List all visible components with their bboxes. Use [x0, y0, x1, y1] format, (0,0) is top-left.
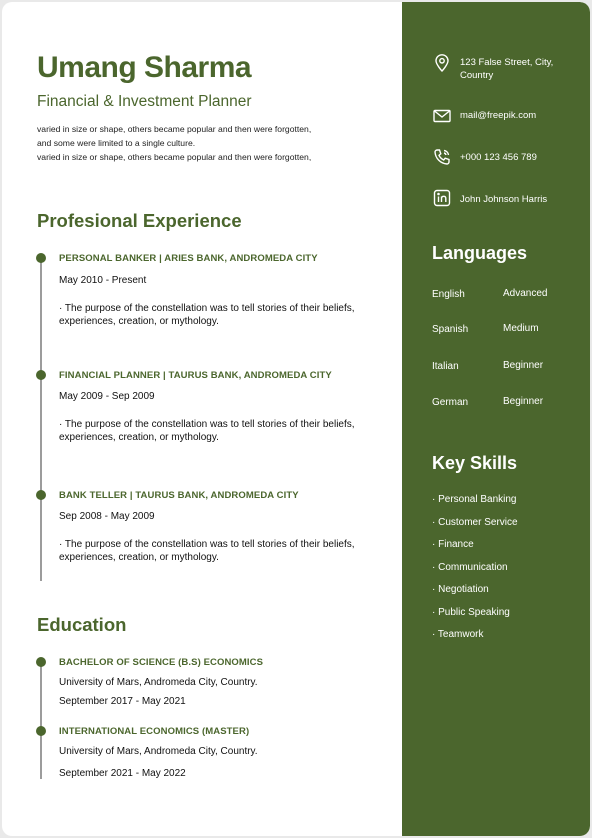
skill-item: · Personal Banking — [432, 494, 517, 505]
experience-title: BANK TELLER | TAURUS BANK, ANDROMEDA CITY — [59, 490, 299, 501]
education-dates: September 2017 - May 2021 — [59, 696, 186, 707]
summary-line: varied in size or shape, others became popular and then were forgotten, — [37, 152, 312, 162]
profile-summary — [37, 122, 357, 164]
education-title: BACHELOR OF SCIENCE (B.S) ECONOMICS — [59, 657, 264, 668]
timeline-dot — [36, 490, 46, 500]
language-name: German — [432, 397, 469, 408]
phone-icon — [432, 147, 452, 167]
experience-title: PERSONAL BANKER | ARIES BANK, ANDROMEDA CITY — [59, 253, 318, 264]
phone-text[interactable]: +000 123 456 789 — [460, 152, 537, 163]
experience-description: · The purpose of the constellation was to tell stories of their beliefs, experiences, creation, or mythology. — [59, 419, 355, 443]
timeline-dot — [36, 253, 46, 263]
education-school: University of Mars, Andromeda City, Country. — [59, 677, 258, 688]
education-heading: Education — [37, 614, 127, 635]
languages-heading: Languages — [432, 243, 528, 263]
summary-line: varied in size or shape, others became popular and then were forgotten, — [37, 124, 312, 134]
skill-item: · Communication — [432, 562, 508, 573]
education-timeline — [40, 662, 42, 779]
language-name: Spanish — [432, 324, 469, 335]
experience-dates: May 2009 - Sep 2009 — [59, 391, 155, 402]
summary-line: and some were limited to a single culture. — [37, 138, 196, 148]
language-name: Italian — [432, 361, 459, 372]
timeline-dot — [36, 657, 46, 667]
linkedin-text[interactable]: John Johnson Harris — [460, 194, 548, 205]
skill-item: · Public Speaking — [432, 607, 510, 618]
address-text: 123 False Street, City, Country — [460, 57, 554, 81]
timeline-dot — [36, 726, 46, 736]
resume-page — [2, 2, 590, 836]
experience-description: · The purpose of the constellation was to tell stories of their beliefs, experiences, creation, or mythology. — [59, 539, 355, 563]
experience-dates: Sep 2008 - May 2009 — [59, 511, 155, 522]
mail-icon — [432, 106, 452, 126]
language-level: Advanced — [503, 288, 548, 299]
experience-timeline — [40, 258, 42, 581]
skill-item: · Customer Service — [432, 517, 518, 528]
education-dates: September 2021 - May 2022 — [59, 768, 186, 779]
skill-item: · Teamwork — [432, 629, 484, 640]
language-name: English — [432, 289, 465, 300]
timeline-dot — [36, 370, 46, 380]
email-text[interactable]: mail@freepik.com — [460, 110, 537, 121]
skill-item: · Negotiation — [432, 584, 489, 595]
experience-dates: May 2010 - Present — [59, 275, 147, 286]
skill-item: · Finance — [432, 539, 474, 550]
location-pin-icon — [432, 53, 452, 73]
language-level: Beginner — [503, 396, 544, 407]
language-level: Beginner — [503, 360, 544, 371]
linkedin-icon — [432, 188, 452, 208]
skills-heading: Key Skills — [432, 453, 518, 473]
language-level: Medium — [503, 323, 539, 334]
candidate-job-title: Financial & Investment Planner — [37, 93, 252, 110]
candidate-name: Umang Sharma — [37, 51, 252, 84]
education-title: INTERNATIONAL ECONOMICS (MASTER) — [59, 726, 250, 737]
experience-title: FINANCIAL PLANNER | TAURUS BANK, ANDROMEDA CITY — [59, 370, 332, 381]
experience-heading: Profesional Experience — [37, 210, 242, 231]
sidebar — [402, 2, 590, 836]
education-school: University of Mars, Andromeda City, Country. — [59, 746, 258, 757]
experience-description: · The purpose of the constellation was to tell stories of their beliefs, experiences, creation, or mythology. — [59, 303, 355, 327]
